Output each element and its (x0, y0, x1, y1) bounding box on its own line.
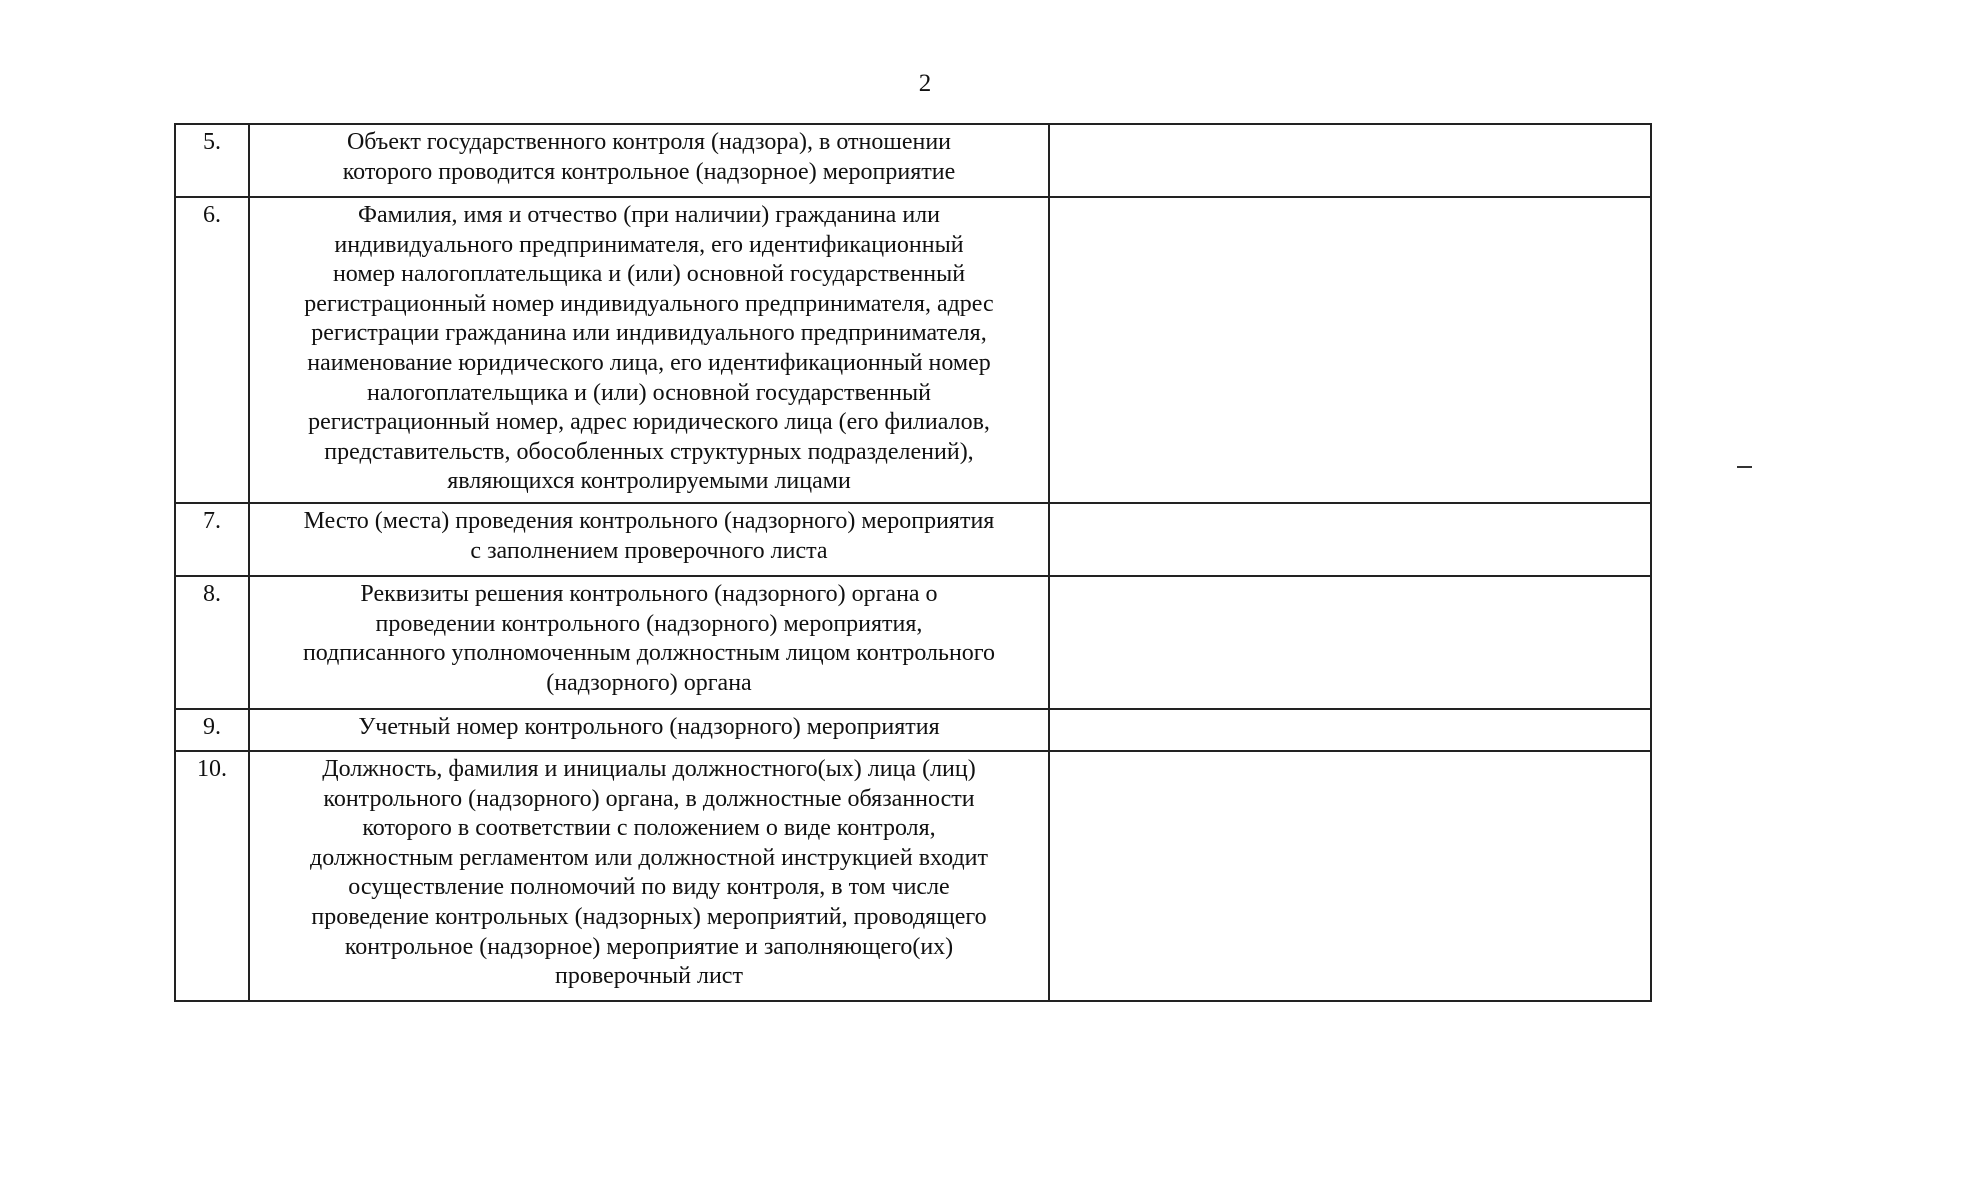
table-row (175, 709, 1651, 751)
description-line: Объект государственного контроля (надзора), в отношении (346, 129, 952, 155)
description-line: регистрационный номер индивидуального предпринимателя, адрес (304, 290, 994, 317)
row-number: 5. (175, 124, 249, 197)
description-line: контрольного (надзорного) органа, в должностные обязанности (323, 785, 975, 812)
description-line: подписанного уполномоченным должностным лицом контрольного (302, 640, 996, 667)
row-description (249, 576, 1049, 709)
description-line: наименование юридического лица, его идентификационный номер (307, 349, 991, 376)
checklist-table (174, 123, 1652, 1002)
description-line: (надзорного) органа (546, 669, 752, 696)
description-line: являющихся контролируемыми лицами (447, 468, 851, 495)
margin-dash-mark (1737, 466, 1752, 468)
description-line: Место (места) проведения контрольного (надзорного) мероприятия (303, 508, 995, 534)
row-description (249, 124, 1049, 197)
page-number: 2 (918, 70, 932, 97)
description-line: проведение контрольных (надзорных) мероприятий, проводящего (311, 903, 987, 930)
description-line: Фамилия, имя и отчество (при наличии) гражданина или (358, 202, 940, 228)
description-line: контрольное (надзорное) мероприятие и заполняющего(их) (344, 933, 954, 960)
row-description (249, 197, 1049, 503)
description-line: осуществление полномочий по виду контроля, в том числе (348, 874, 950, 901)
table-row (175, 751, 1651, 1001)
description-line: налогоплательщика и (или) основной государственный (367, 379, 931, 406)
row-description (249, 709, 1049, 751)
table-row (175, 124, 1651, 197)
description-line: с заполнением проверочного листа (470, 537, 828, 564)
description-line: Должность, фамилия и инициалы должностного(ых) лица (лиц) (322, 756, 976, 782)
row-value-cell[interactable] (1049, 576, 1651, 709)
description-line: которого проводится контрольное (надзорное) мероприятие (342, 158, 956, 185)
table-row (175, 197, 1651, 503)
description-line: регистрационный номер, адрес юридического лица (его филиалов, (308, 409, 990, 436)
row-value-cell[interactable] (1049, 709, 1651, 751)
description-line: Учетный номер контрольного (надзорного) мероприятия (358, 714, 940, 740)
description-line: которого в соответствии с положением о виде контроля, (362, 815, 936, 842)
description-line: индивидуального предпринимателя, его идентификационный (334, 231, 964, 258)
description-line: номер налогоплательщика и (или) основной государственный (332, 261, 966, 288)
description-line: Реквизиты решения контрольного (надзорного) органа о (360, 581, 938, 607)
row-value-cell[interactable] (1049, 751, 1651, 1001)
description-line: регистрации гражданина или индивидуального предпринимателя, (311, 320, 987, 347)
row-description (249, 503, 1049, 576)
table-row (175, 503, 1651, 576)
row-number: 8. (175, 576, 249, 709)
row-number: 7. (175, 503, 249, 576)
description-line: должностным регламентом или должностной инструкцией входит (310, 844, 988, 871)
row-value-cell[interactable] (1049, 503, 1651, 576)
row-description (249, 751, 1049, 1001)
row-number: 10. (175, 751, 249, 1001)
row-value-cell[interactable] (1049, 197, 1651, 503)
row-value-cell[interactable] (1049, 124, 1651, 197)
description-line: проверочный лист (555, 963, 743, 990)
description-line: проведении контрольного (надзорного) мероприятия, (375, 610, 923, 637)
row-number: 6. (175, 197, 249, 503)
row-number: 9. (175, 709, 249, 751)
table-row (175, 576, 1651, 709)
description-line: представительств, обособленных структурных подразделений), (324, 438, 974, 465)
